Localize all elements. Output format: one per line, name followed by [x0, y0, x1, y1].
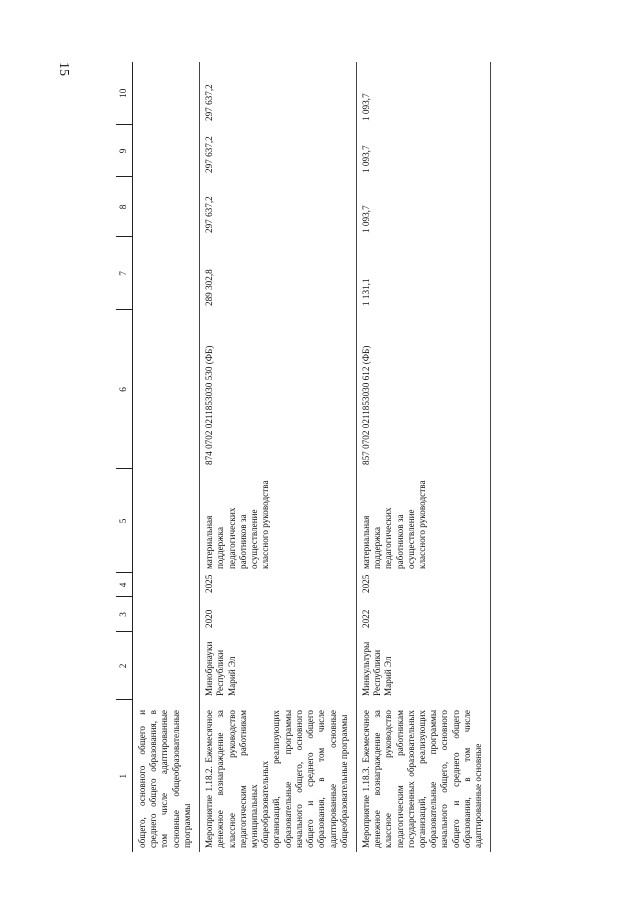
executor-cell: Минкультуры Республики Марий Эл — [356, 632, 490, 700]
value-cell: 297 637,2 — [200, 62, 357, 125]
header-col-4: 4 — [116, 573, 133, 597]
value-cell: 297 637,2 — [200, 177, 357, 237]
value-cell: 1 093,7 — [356, 125, 490, 177]
header-col-9: 9 — [116, 125, 133, 177]
result-cell: материальная поддержка педагогических работников за осуществление классного руководства — [356, 469, 490, 573]
header-col-5: 5 — [116, 469, 133, 573]
value-cell: 1 093,7 — [356, 177, 490, 237]
end-year-cell — [133, 573, 200, 597]
program-table — [116, 62, 491, 852]
end-year-cell: 2025 — [200, 573, 357, 597]
executor-cell: Минобрнауки Республики Марий Эл — [200, 632, 357, 700]
table-row — [356, 62, 490, 852]
start-year-cell: 2022 — [356, 597, 490, 632]
header-col-1: 1 — [116, 700, 133, 852]
value-cell: 1 131,1 — [356, 237, 490, 310]
start-year-cell — [133, 597, 200, 632]
value-cell: 297 637,2 — [200, 125, 357, 177]
value-cell — [133, 62, 200, 125]
table-row — [133, 62, 200, 852]
header-col-2: 2 — [116, 632, 133, 700]
measure-cell: общего, основного общего и среднего общего образования, в том числе адаптированные основные общеобразовательные программы — [133, 700, 200, 852]
result-cell — [133, 469, 200, 573]
page-number: 15 — [56, 62, 71, 76]
measure-cell: Мероприятие 1.18.2. Ежемесячное денежное вознаграждение за классное руководство педагогическим работникам муниципальных общеобразовательных организаций, реализующих образовательные программы начального общего, основного общего и среднего общего образования, в том числе адаптированные основные общеобразовательные программы — [200, 700, 357, 852]
rotated-page-content — [116, 62, 636, 852]
value-cell — [133, 125, 200, 177]
budget-code-cell: 874 0702 0211853030 530 (ФБ) — [200, 310, 357, 469]
measure-cell: Мероприятие 1.18.3. Ежемесячное денежное вознаграждение за классное руководство педагогическим работникам государственных образовательных организаций, реализующих образовательные программы начального общего, основного общего и среднего общего образования, в том числе адаптированные основные — [356, 700, 490, 852]
budget-code-cell: 857 0702 0211853030 612 (ФБ) — [356, 310, 490, 469]
result-cell: материальная поддержка педагогических работников за осуществление классного руководства — [200, 469, 357, 573]
header-col-7: 7 — [116, 237, 133, 310]
value-cell: 1 093,7 — [356, 62, 490, 125]
value-cell: 289 302,8 — [200, 237, 357, 310]
header-col-8: 8 — [116, 177, 133, 237]
value-cell — [133, 177, 200, 237]
executor-cell — [133, 632, 200, 700]
header-col-6: 6 — [116, 310, 133, 469]
value-cell — [133, 237, 200, 310]
table-row — [200, 62, 357, 852]
header-col-3: 3 — [116, 597, 133, 632]
header-col-10: 10 — [116, 62, 133, 125]
header-row — [116, 62, 133, 852]
budget-code-cell — [133, 310, 200, 469]
start-year-cell: 2020 — [200, 597, 357, 632]
end-year-cell: 2025 — [356, 573, 490, 597]
